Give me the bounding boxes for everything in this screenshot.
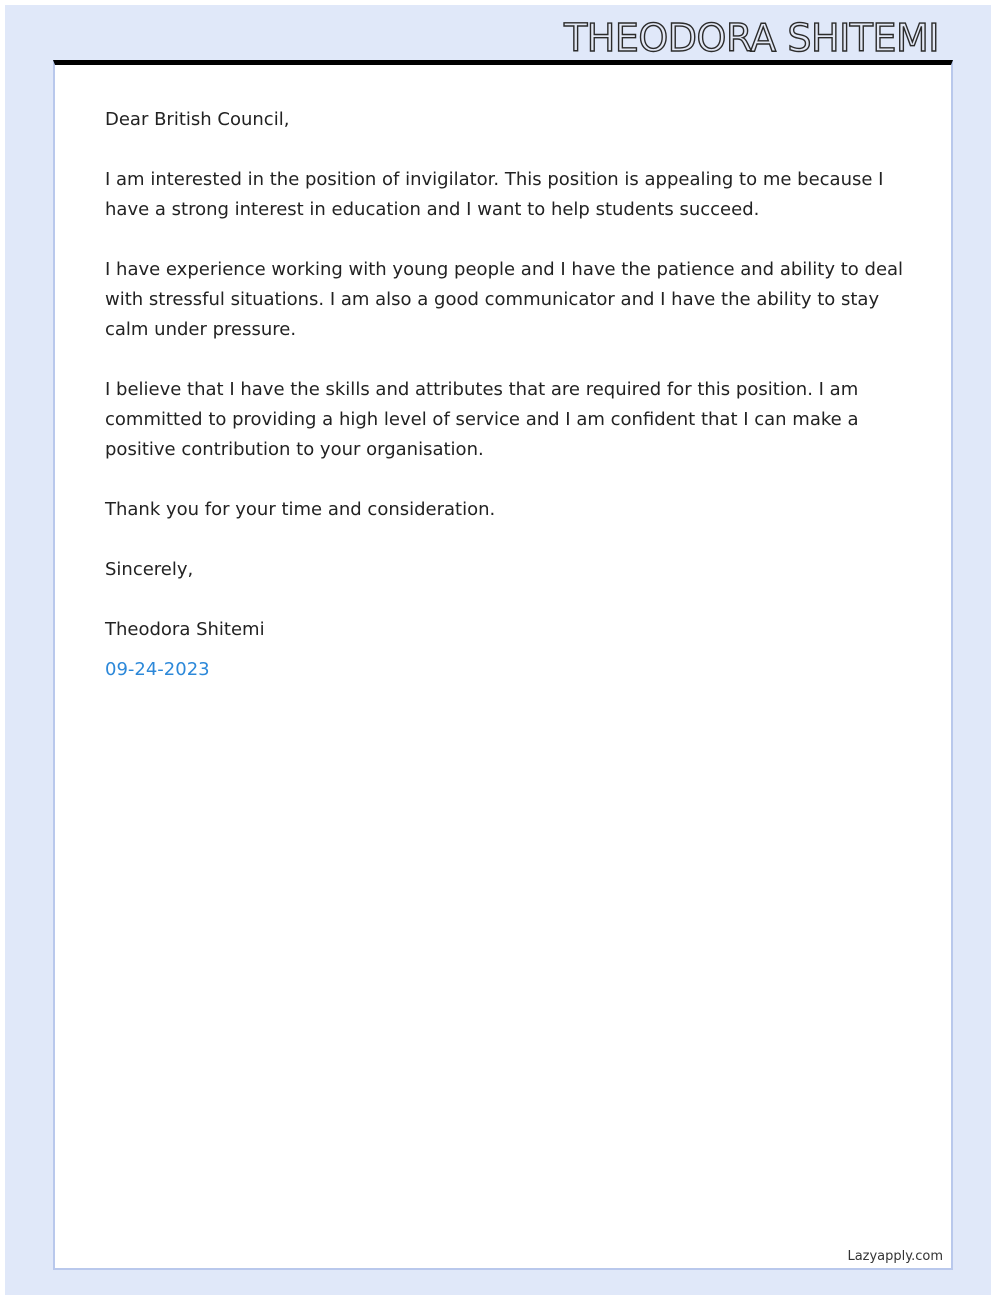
letter-body	[105, 105, 905, 685]
salutation: Dear British Council,	[105, 109, 290, 130]
paragraph-interest: I am interested in the position of invigilator. This position is appealing to me because I have a strong interest in education and I want to help students succeed.	[105, 169, 884, 220]
page-background	[5, 5, 991, 1295]
closing: Sincerely,	[105, 559, 194, 580]
signature-name: Theodora Shitemi	[105, 619, 265, 640]
paragraph-skills: I believe that I have the skills and attributes that are required for this position. I am committed to providing a high level of service and I am confident that I can make a positive contribution to your organisation.	[105, 379, 859, 460]
header-name: THEODORA SHITEMI	[564, 16, 939, 60]
footer-watermark: Lazyapply.com	[847, 1249, 943, 1264]
paragraph-experience: I have experience working with young people and I have the patience and ability to deal with stressful situations. I am also a good communicator and I have the ability to stay calm under pressure.	[105, 259, 904, 340]
letter-date: 09-24-2023	[105, 659, 210, 680]
paragraph-thanks: Thank you for your time and consideration.	[105, 499, 496, 520]
letter-paper	[53, 60, 953, 1270]
